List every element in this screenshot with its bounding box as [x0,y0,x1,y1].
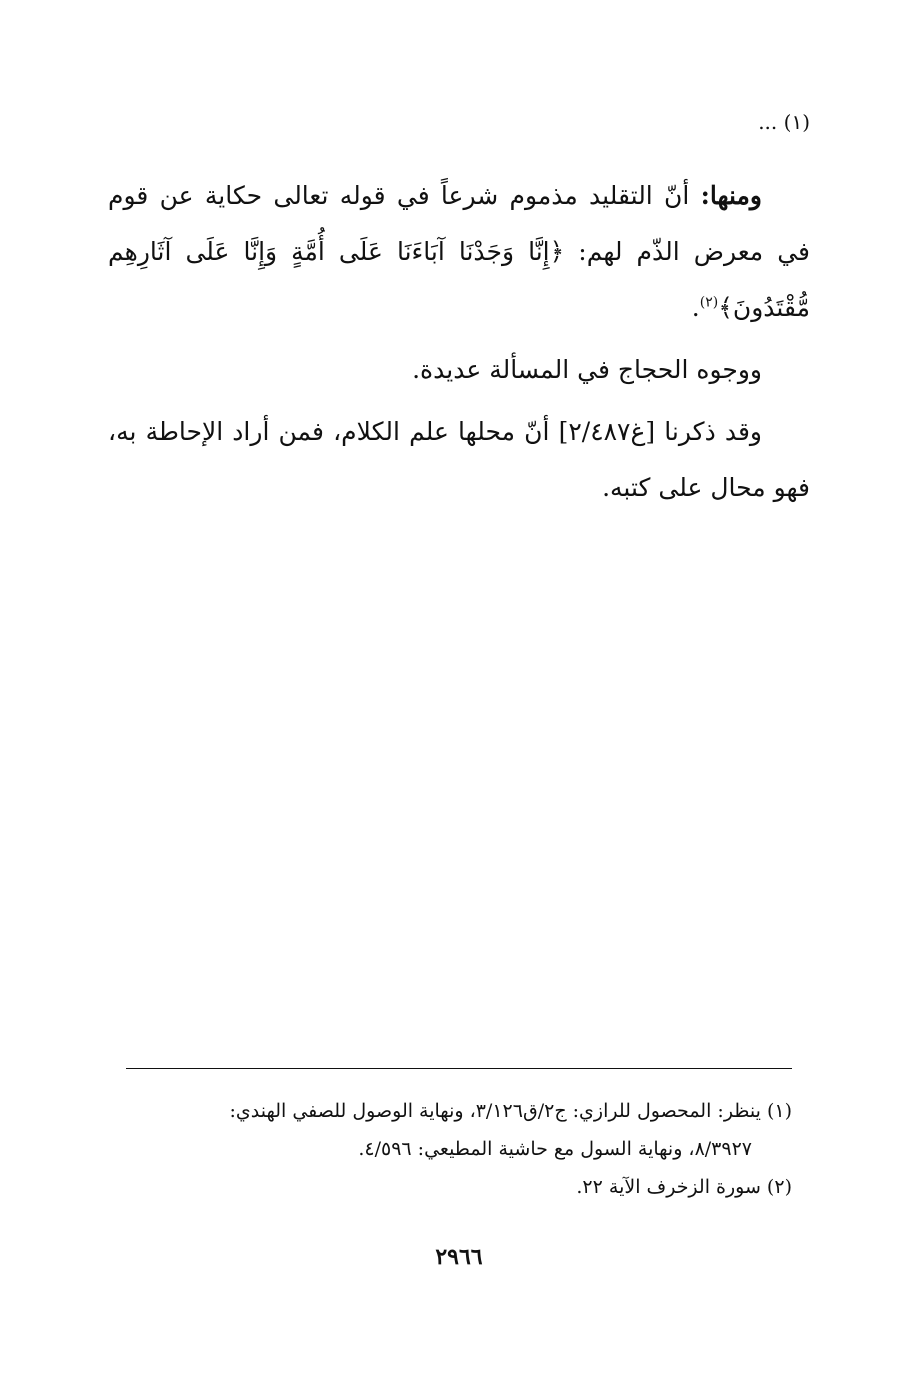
footnote-1-line-1: (١) ينظر: المحصول للرازي: ج٢/ق٣/١٢٦، ونهاية الوصول للصفي الهندي: [229,1100,792,1122]
paragraph-1-text: أنّ التقليد مذموم شرعاً في قوله تعالى حكاية عن قوم في معرض الذّم لهم: [108,181,811,266]
footnote-separator [126,1068,792,1069]
footnote-2: (٢) سورة الزخرف الآية ٢٢. [576,1176,792,1198]
carried-footnote-marker: (١) ... [758,110,810,134]
footnotes [112,1092,792,1206]
paragraph-1-end: . [691,293,700,322]
page-number: ٢٩٦٦ [435,1244,483,1270]
paragraph-1 [108,168,810,336]
paragraph-2: ووجوه الحجاج في المسألة عديدة. [412,355,762,384]
main-text [108,168,810,522]
footnote-ref-2[interactable]: (٢) [699,294,719,311]
paragraph-lead: ومنها: [700,181,762,210]
quran-verse: ﴿إِنَّا وَجَدْنَا آبَاءَنَا عَلَى أُمَّةٍ وَإِنَّا عَلَى آثَارِهِم مُّقْتَدُونَ﴾ [108,237,810,322]
paragraph-3: وقد ذكرنا [غ٢/٤٨٧] أنّ محلها علم الكلام، فمن أراد الإحاطة به، فهو محال على كتبه. [108,417,810,502]
footnote-1-line-2: ٨/٣٩٢٧، ونهاية السول مع حاشية المطيعي: ٤/٥٩٦. [358,1138,752,1160]
